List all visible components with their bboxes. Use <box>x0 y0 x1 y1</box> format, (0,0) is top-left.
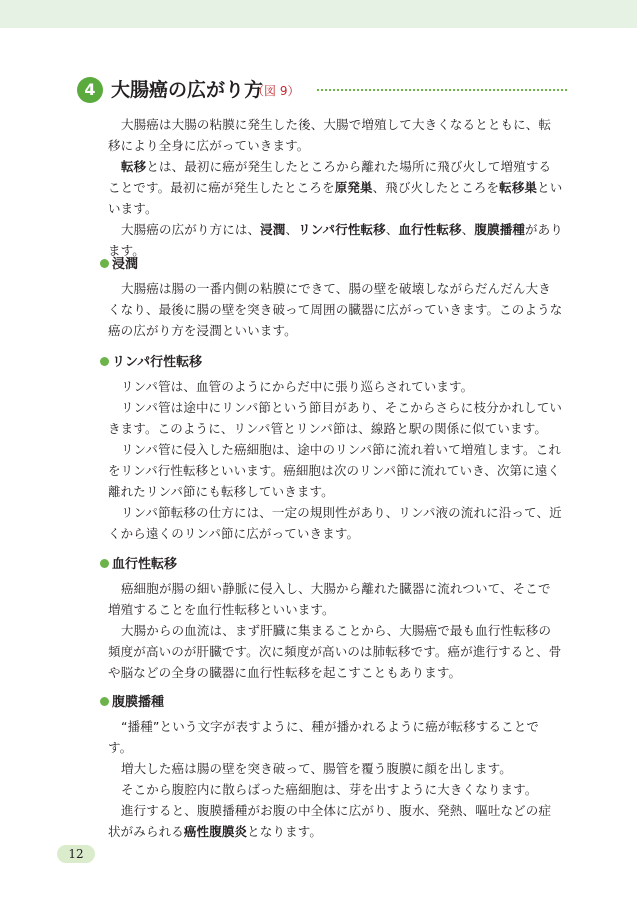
top-band <box>0 0 637 28</box>
section-title: 大腸癌の広がり方 <box>111 79 264 101</box>
bullet-icon <box>100 259 109 268</box>
intro-p3-text-b: があります。 <box>108 222 563 258</box>
hematogenous-block <box>108 556 563 683</box>
term-peritonitis-carcinomatosa: 癌性腹膜炎 <box>183 824 248 839</box>
invasion-paragraph: 大腸癌は腸の一番内側の粘膜にできて、腸の壁を破壊しながらだんだん大きくなり、最後に腸の壁を突き破って周囲の臓器に広がっていきます。このような癌の広がり方を浸潤といいます。 <box>108 281 563 338</box>
intro-p2-text-b: 、飛び火したところを <box>372 180 500 195</box>
peritoneal-p4-text-a: 進行すると、腹膜播種がお腹の中全体に広がり、腹水、発熱、嘔吐などの症状がみられる <box>108 803 552 839</box>
lymphatic-heading: リンパ行性転移 <box>100 354 563 372</box>
bullet-icon <box>100 697 109 706</box>
lymphatic-paragraph-3: リンパ管に侵入した癌細胞は、途中のリンパ節に流れ着いて増殖します。これをリンパ行性転移といいます。癌細胞は次のリンパ節に流れていき、次第に遠く離れたリンパ節にも転移していきます。 <box>108 442 562 499</box>
intro-p2-text-c: といいます。 <box>108 180 563 216</box>
bullet-icon <box>100 559 109 568</box>
hematogenous-heading: 血行性転移 <box>100 556 563 574</box>
section-number-badge: 4 <box>77 77 103 103</box>
lymphatic-paragraph-2: リンパ管は途中にリンパ節という節目があり、そこからさらに枝分かれしていきます。このように、リンパ管とリンパ節は、線路と駅の関係に似ています。 <box>108 400 563 436</box>
separator: 、 <box>285 222 299 237</box>
intro-paragraph-1: 大腸癌は大腸の粘膜に発生した後、大腸で増殖して大きくなるとともに、転移により全身に広がっていきます。 <box>108 117 552 153</box>
peritoneal-paragraph-1: “播種”という文字が表すように、種が播かれるように癌が転移することです。 <box>108 719 540 755</box>
intro-block <box>108 114 563 261</box>
term-lymphatic-metastasis: リンパ行性転移 <box>298 222 386 237</box>
term-primary-site: 原発巣 <box>334 180 373 195</box>
term-hematogenous-metastasis: 血行性転移 <box>398 222 462 237</box>
figure-reference[interactable]: （図 9） <box>252 84 300 98</box>
page-number: 12 <box>57 845 95 863</box>
bullet-icon <box>100 357 109 366</box>
hematogenous-paragraph-1: 癌細胞が腸の細い静脈に侵入し、大腸から離れた臓器に流れついて、そこで増殖することを血行性転移といいます。 <box>108 581 551 617</box>
heading-dotted-rule <box>317 89 567 91</box>
hematogenous-paragraph-2: 大腸からの血流は、まず肝臓に集まることから、大腸癌で最も血行性転移の頻度が高いのが肝臓です。次に頻度が高いのは肺転移です。癌が進行すると、骨や脳などの全身の臓器に血行性転移を起こすこともあります。 <box>108 623 562 680</box>
intro-paragraph-2 <box>108 156 563 219</box>
invasion-block <box>108 256 563 341</box>
term-peritoneal-dissemination: 腹膜播種 <box>474 222 525 237</box>
peritoneal-p4-text-b: となります。 <box>247 824 323 839</box>
peritoneal-paragraph-3: そこから腹腔内に散らばった癌細胞は、芽を出すように大きくなります。 <box>121 782 538 797</box>
intro-paragraph-3 <box>108 219 563 261</box>
lymphatic-paragraph-1: リンパ管は、血管のようにからだ中に張り巡らされています。 <box>121 379 474 394</box>
intro-p3-text-a: 大腸癌の広がり方には、 <box>121 222 261 237</box>
peritoneal-paragraph-2: 増大した癌は腸の壁を突き破って、腸管を覆う腹膜に顔を出します。 <box>121 761 512 776</box>
term-metastatic-site: 転移巣 <box>499 180 538 195</box>
intro-p2-text-a: とは、最初に癌が発生したところから離れた場所に飛び火して増殖することです。最初に癌が発生したところを <box>108 159 552 195</box>
term-invasion: 浸潤 <box>260 222 286 237</box>
separator: 、 <box>461 222 475 237</box>
section-heading <box>77 76 567 106</box>
lymphatic-block <box>108 354 563 544</box>
peritoneal-block <box>108 694 563 842</box>
separator: 、 <box>385 222 399 237</box>
lymphatic-paragraph-4: リンパ節転移の仕方には、一定の規則性があり、リンパ液の流れに沿って、近くから遠くのリンパ節に広がっていきます。 <box>108 505 562 541</box>
invasion-heading: 浸潤 <box>100 256 563 274</box>
peritoneal-heading: 腹膜播種 <box>100 694 563 712</box>
peritoneal-paragraph-4 <box>108 800 563 842</box>
term-metastasis: 転移 <box>121 159 147 174</box>
